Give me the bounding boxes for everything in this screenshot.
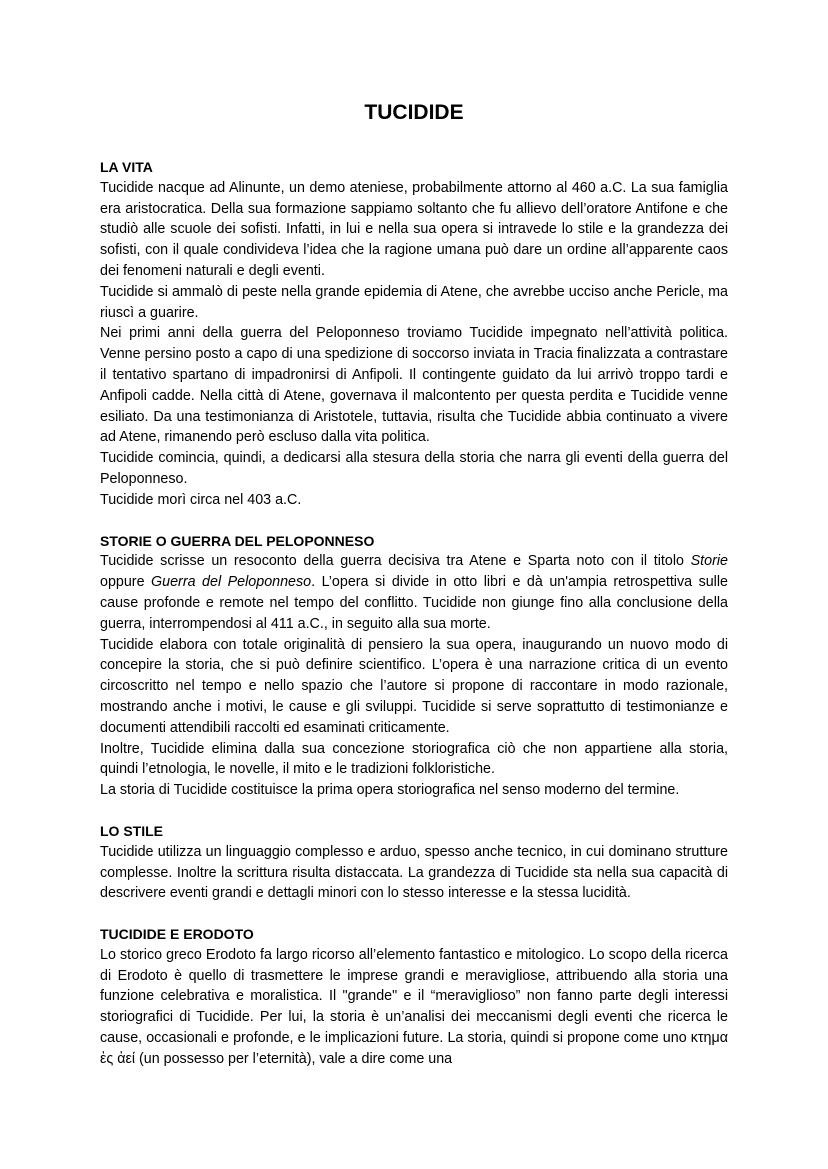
paragraph: Tucidide comincia, quindi, a dedicarsi alla stesura della storia che narra gli eventi della guerra del Peloponneso. (100, 450, 728, 487)
text-run: Tucidide scrisse un resoconto della guerra decisiva tra Atene e Sparta noto con il titolo (100, 553, 691, 570)
document-title: TUCIDIDE (364, 101, 464, 124)
paragraph (100, 551, 728, 634)
italic-title: Storie (690, 553, 728, 570)
section-heading: TUCIDIDE E ERODOTO (100, 926, 254, 943)
paragraph: Inoltre, Tucidide elimina dalla sua concezione storiografica ciò che non appartiene alla storia, quindi l’etnologia, le novelle, il mito e le tradizioni folkloristiche. (100, 740, 728, 778)
paragraph: Tucidide morì circa nel 403 a.C. (100, 491, 302, 508)
section-heading: LA VITA (100, 159, 153, 175)
section-la-vita (100, 157, 728, 511)
paragraph: Tucidide nacque ad Alinunte, un demo ateniese, probabilmente attorno al 460 a.C. La sua famiglia era aristocratica. Della sua formazione sappiamo soltanto che fu allievo dell’oratore Antifone e che studiò alle scuole dei sofisti. Infatti, in lui e nella sua opera si intravede lo stile e la grandezza dei sofisti, con il quale condivideva l’idea che la ragione umana può dare un ordine all’apparente caos dei fenomeni naturali e degli eventi. (100, 179, 728, 279)
section-lo-stile (100, 821, 728, 904)
paragraph: La storia di Tucidide costituisce la prima opera storiografica nel senso moderno del termine. (100, 782, 680, 799)
section-heading: LO STILE (100, 822, 163, 839)
text-run: . L’opera si divide in otto libri e dà un'ampia retrospettiva sulle cause profonde e remote nel tempo del conflitto. Tucidide non giunge fino alla conclusione della guerra, interrompendosi al 411 a.C., in seguito alla sua morte. (100, 574, 728, 632)
paragraph: Lo storico greco Erodoto fa largo ricorso all’elemento fantastico e mitologico. Lo scopo della ricerca di Erodoto è quello di trasmettere le imprese grandi e meravigliose, attribuendo alla storia una funzione celebrativa e moralistica. Il "grande" e il “meraviglioso” non fanno parte degli interessi storiografici di Tucidide. Per lui, la storia è un’analisi dei meccanismi degli eventi che ricerca le cause, occasionali e profonde, e le implicazioni future. La storia, quindi si propone come uno κτημα ἐς ἀεί (un possesso per l’eternità), vale a dire come una (100, 946, 728, 1067)
section-heading: STORIE O GUERRA DEL PELOPONNESO (100, 532, 375, 549)
italic-title: Guerra del Peloponneso (151, 574, 312, 591)
paragraph: Tucidide si ammalò di peste nella grande epidemia di Atene, che avrebbe ucciso anche Pericle, ma riuscì a guarire. (100, 283, 728, 321)
section-tucidide-erodoto (100, 924, 728, 1070)
paragraph: Tucidide elabora con totale originalità di pensiero la sua opera, inaugurando un nuovo modo di concepire la storia, che si può definire scientifico. L’opera è una narrazione critica di un evento circoscritto nel tempo e nello spazio che l’autore si propone di raccontare in modo razionale, mostrando anche i motivi, le cause e gli sviluppi. Tucidide si serve soprattutto di testimonianze e documenti attendibili raccolti ed esaminati criticamente. (100, 636, 728, 736)
paragraph: Nei primi anni della guerra del Peloponneso troviamo Tucidide impegnato nell’attività politica. Venne persino posto a capo di una spedizione di soccorso inviata in Tracia finalizzata a contrastare il tentativo spartano di impadronirsi di Anfipoli. Il contingente guidato da lui arrivò troppo tardi e Anfipoli cadde. Nella città di Atene, governava il malcontento per questa perdita e Tucidide venne esiliato. Da una testimonianza di Aristotele, tuttavia, risulta che Tucidide abbia continuato a vivere ad Atene, rimanendo però escluso dalla vita politica. (100, 325, 728, 446)
text-run: oppure (100, 574, 152, 591)
section-storie (100, 531, 728, 801)
paragraph: Tucidide utilizza un linguaggio complesso e arduo, spesso anche tecnico, in cui dominano strutture complesse. Inoltre la scrittura risulta distaccata. La grandezza di Tucidide sta nella sua capacità di descrivere eventi grandi e dettagli minori con lo stesso interesse e la stessa lucidità. (100, 843, 728, 902)
